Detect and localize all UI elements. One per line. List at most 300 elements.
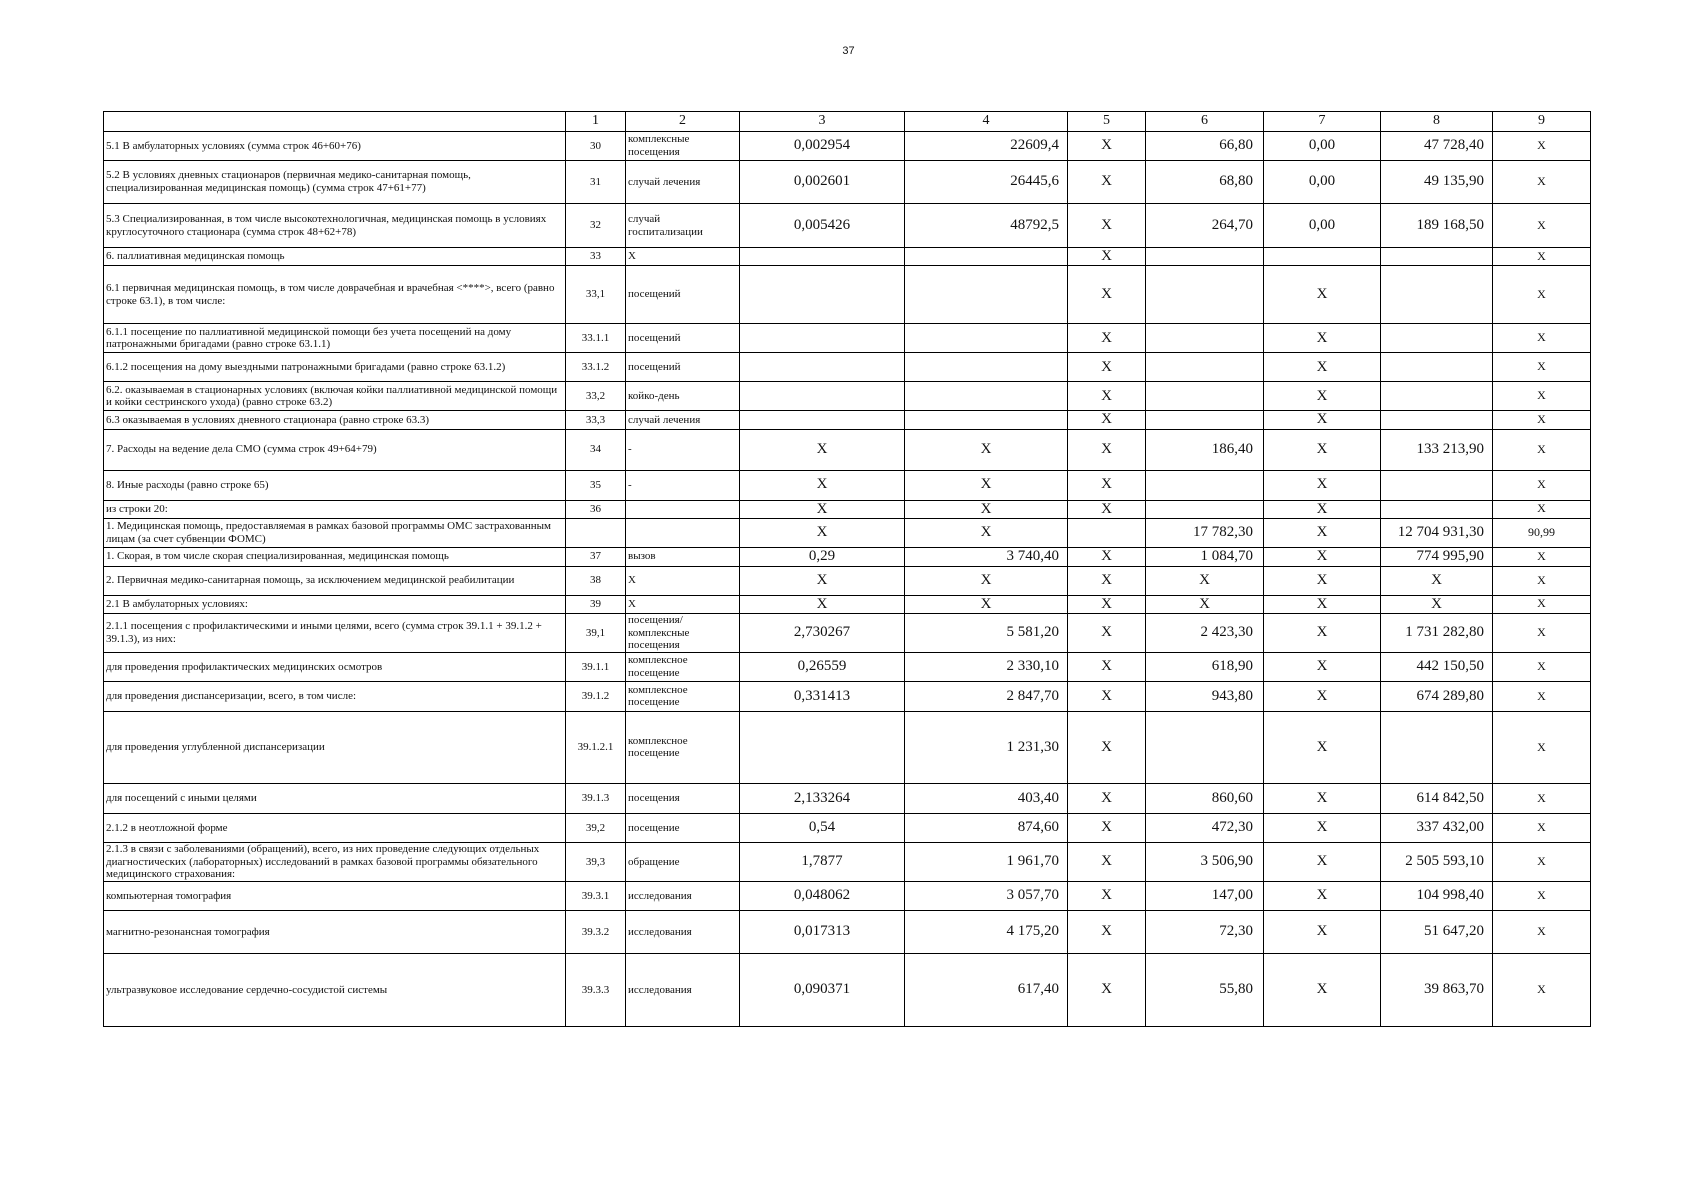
col-9-value: X [1493, 411, 1591, 429]
table-row [104, 910, 1591, 953]
col-4-value [905, 382, 1068, 411]
col-8-value [1381, 266, 1493, 324]
row-code: 33 [566, 248, 626, 266]
col-5-value: X [1068, 813, 1146, 842]
col-6-value: 72,30 [1146, 910, 1264, 953]
page-number: 37 [842, 45, 855, 57]
col-4-value [905, 353, 1068, 382]
col-3-value: 0,331413 [740, 681, 905, 711]
col-6-value: 147,00 [1146, 881, 1264, 910]
col-7-value: X [1264, 429, 1381, 470]
unit: комплексное посещение [626, 681, 740, 711]
row-label: 2.1.1 посещения с профилактическими и иными целями, всего (сумма строк 39.1.1 + 39.1.2 + 39.1.3), из них: [104, 614, 566, 653]
col-5-value: X [1068, 547, 1146, 566]
col-9-value: X [1493, 881, 1591, 910]
unit: случай лечения [626, 411, 740, 429]
col-6-value [1146, 411, 1264, 429]
row-code: 30 [566, 132, 626, 161]
row-code: 33.1.2 [566, 353, 626, 382]
col-5-value: X [1068, 353, 1146, 382]
col-9-value: X [1493, 324, 1591, 353]
row-code: 39.1.2 [566, 681, 626, 711]
header-cell-3: 3 [740, 112, 905, 132]
col-9-value: X [1493, 842, 1591, 881]
unit: посещений [626, 266, 740, 324]
col-5-value: X [1068, 266, 1146, 324]
row-label: 7. Расходы на ведение дела СМО (сумма строк 49+64+79) [104, 429, 566, 470]
col-4-value: 874,60 [905, 813, 1068, 842]
col-5-value: X [1068, 382, 1146, 411]
col-6-value: 860,60 [1146, 783, 1264, 813]
col-4-value: 26445,6 [905, 161, 1068, 204]
data-table [103, 111, 1591, 1027]
col-5-value: X [1068, 470, 1146, 500]
col-3-value: 0,002601 [740, 161, 905, 204]
col-4-value [905, 324, 1068, 353]
col-3-value: 2,133264 [740, 783, 905, 813]
col-7-value: X [1264, 910, 1381, 953]
table-row [104, 652, 1591, 681]
col-7-value: X [1264, 842, 1381, 881]
col-8-value [1381, 382, 1493, 411]
col-9-value: X [1493, 566, 1591, 595]
col-3-value: X [740, 470, 905, 500]
unit: исследования [626, 881, 740, 910]
row-code [566, 518, 626, 547]
col-8-value: 47 728,40 [1381, 132, 1493, 161]
col-6-value: 2 423,30 [1146, 614, 1264, 653]
col-5-value: X [1068, 711, 1146, 783]
row-label: 8. Иные расходы (равно строке 65) [104, 470, 566, 500]
col-9-value: X [1493, 652, 1591, 681]
row-code: 34 [566, 429, 626, 470]
col-9-value: X [1493, 681, 1591, 711]
col-4-value: 3 740,40 [905, 547, 1068, 566]
row-code: 36 [566, 500, 626, 518]
col-7-value: X [1264, 324, 1381, 353]
col-6-value [1146, 382, 1264, 411]
col-6-value [1146, 353, 1264, 382]
col-6-value: 1 084,70 [1146, 547, 1264, 566]
row-label: из строки 20: [104, 500, 566, 518]
row-code: 33.1.1 [566, 324, 626, 353]
col-6-value: 66,80 [1146, 132, 1264, 161]
col-8-value: 337 432,00 [1381, 813, 1493, 842]
col-8-value: X [1381, 595, 1493, 613]
col-8-value [1381, 500, 1493, 518]
col-7-value: 0,00 [1264, 161, 1381, 204]
col-8-value [1381, 470, 1493, 500]
col-8-value: 614 842,50 [1381, 783, 1493, 813]
col-5-value: X [1068, 783, 1146, 813]
row-code: 39.3.3 [566, 953, 626, 1026]
header-cell-9: 9 [1493, 112, 1591, 132]
col-8-value [1381, 411, 1493, 429]
header-cell-4: 4 [905, 112, 1068, 132]
col-5-value: X [1068, 248, 1146, 266]
row-code: 39 [566, 595, 626, 613]
unit: койко-день [626, 382, 740, 411]
table-row [104, 842, 1591, 881]
row-label: 6.1 первичная медицинская помощь, в том числе доврачебная и врачебная <****>, всего (равно строке 63.1), в том числе: [104, 266, 566, 324]
col-4-value [905, 411, 1068, 429]
col-3-value: 0,29 [740, 547, 905, 566]
unit: обращение [626, 842, 740, 881]
col-3-value [740, 353, 905, 382]
col-4-value: 2 330,10 [905, 652, 1068, 681]
unit: комплексное посещение [626, 711, 740, 783]
col-8-value: 133 213,90 [1381, 429, 1493, 470]
col-5-value: X [1068, 842, 1146, 881]
col-7-value: X [1264, 711, 1381, 783]
row-label: 5.1 В амбулаторных условиях (сумма строк 46+60+76) [104, 132, 566, 161]
col-3-value: 0,017313 [740, 910, 905, 953]
row-label: 5.2 В условиях дневных стационаров (первичная медико-санитарная помощь, специализированная медицинская помощь) (сумма строк 47+61+77) [104, 161, 566, 204]
row-code: 38 [566, 566, 626, 595]
col-8-value: X [1381, 566, 1493, 595]
row-code: 39.3.2 [566, 910, 626, 953]
col-8-value: 1 731 282,80 [1381, 614, 1493, 653]
col-4-value [905, 248, 1068, 266]
col-3-value: 0,048062 [740, 881, 905, 910]
col-5-value: X [1068, 881, 1146, 910]
col-9-value: X [1493, 500, 1591, 518]
table-row [104, 204, 1591, 248]
col-5-value: X [1068, 132, 1146, 161]
header-cell-1: 1 [566, 112, 626, 132]
col-6-value [1146, 266, 1264, 324]
row-code: 32 [566, 204, 626, 248]
header-cell-5: 5 [1068, 112, 1146, 132]
row-label: компьютерная томография [104, 881, 566, 910]
col-7-value: X [1264, 470, 1381, 500]
table-row [104, 813, 1591, 842]
col-8-value: 442 150,50 [1381, 652, 1493, 681]
col-3-value [740, 324, 905, 353]
header-cell-2: 2 [626, 112, 740, 132]
col-4-value: 2 847,70 [905, 681, 1068, 711]
col-3-value: X [740, 429, 905, 470]
col-7-value: 0,00 [1264, 132, 1381, 161]
table-row [104, 429, 1591, 470]
col-8-value [1381, 248, 1493, 266]
col-9-value: X [1493, 547, 1591, 566]
table-row [104, 953, 1591, 1026]
row-code: 33,2 [566, 382, 626, 411]
col-3-value: 0,26559 [740, 652, 905, 681]
table-body [104, 132, 1591, 1027]
col-6-value: 264,70 [1146, 204, 1264, 248]
col-5-value: X [1068, 652, 1146, 681]
col-3-value: 2,730267 [740, 614, 905, 653]
col-9-value: X [1493, 161, 1591, 204]
col-6-value: 68,80 [1146, 161, 1264, 204]
col-6-value: 943,80 [1146, 681, 1264, 711]
col-4-value: 1 231,30 [905, 711, 1068, 783]
col-8-value: 39 863,70 [1381, 953, 1493, 1026]
col-7-value: X [1264, 547, 1381, 566]
col-6-value: X [1146, 566, 1264, 595]
table-row [104, 566, 1591, 595]
col-8-value: 49 135,90 [1381, 161, 1493, 204]
table-row [104, 547, 1591, 566]
col-7-value: X [1264, 566, 1381, 595]
col-8-value: 674 289,80 [1381, 681, 1493, 711]
col-6-value [1146, 500, 1264, 518]
row-code: 39.3.1 [566, 881, 626, 910]
unit: посещений [626, 353, 740, 382]
table-row [104, 324, 1591, 353]
col-3-value [740, 382, 905, 411]
col-3-value: 1,7877 [740, 842, 905, 881]
col-3-value [740, 248, 905, 266]
row-label: для проведения углубленной диспансеризации [104, 711, 566, 783]
unit: исследования [626, 910, 740, 953]
col-4-value: 617,40 [905, 953, 1068, 1026]
col-6-value [1146, 470, 1264, 500]
col-4-value: 3 057,70 [905, 881, 1068, 910]
col-4-value [905, 266, 1068, 324]
col-5-value: X [1068, 681, 1146, 711]
table-row [104, 266, 1591, 324]
col-4-value: X [905, 595, 1068, 613]
unit: комплексные посещения [626, 132, 740, 161]
col-8-value [1381, 353, 1493, 382]
col-3-value: X [740, 500, 905, 518]
col-8-value: 2 505 593,10 [1381, 842, 1493, 881]
row-label: 6.2. оказываемая в стационарных условиях (включая койки паллиативной медицинской помощи и койки сестринского ухода) (равно строке 63.2) [104, 382, 566, 411]
col-9-value: X [1493, 953, 1591, 1026]
unit: X [626, 595, 740, 613]
col-6-value [1146, 248, 1264, 266]
row-code: 31 [566, 161, 626, 204]
col-5-value: X [1068, 204, 1146, 248]
unit: посещение [626, 813, 740, 842]
col-9-value: X [1493, 382, 1591, 411]
table-row [104, 161, 1591, 204]
col-7-value [1264, 248, 1381, 266]
header-cell-7: 7 [1264, 112, 1381, 132]
col-4-value: X [905, 429, 1068, 470]
col-3-value: 0,002954 [740, 132, 905, 161]
col-8-value [1381, 324, 1493, 353]
col-3-value [740, 711, 905, 783]
col-6-value: 472,30 [1146, 813, 1264, 842]
col-7-value: X [1264, 382, 1381, 411]
col-9-value: X [1493, 429, 1591, 470]
header-row [104, 112, 1591, 132]
col-3-value: X [740, 518, 905, 547]
col-6-value: 186,40 [1146, 429, 1264, 470]
unit [626, 500, 740, 518]
row-code: 39,1 [566, 614, 626, 653]
col-9-value: X [1493, 783, 1591, 813]
table-row [104, 500, 1591, 518]
col-5-value: X [1068, 324, 1146, 353]
col-9-value: X [1493, 813, 1591, 842]
col-9-value: X [1493, 595, 1591, 613]
row-code: 39,3 [566, 842, 626, 881]
col-9-value: X [1493, 248, 1591, 266]
col-5-value [1068, 518, 1146, 547]
col-7-value: X [1264, 652, 1381, 681]
table-row [104, 595, 1591, 613]
unit: случай лечения [626, 161, 740, 204]
row-label: магнитно-резонансная томография [104, 910, 566, 953]
col-3-value: 0,54 [740, 813, 905, 842]
row-label: 6.3 оказываемая в условиях дневного стационара (равно строке 63.3) [104, 411, 566, 429]
col-5-value: X [1068, 595, 1146, 613]
col-7-value: X [1264, 353, 1381, 382]
col-6-value: 55,80 [1146, 953, 1264, 1026]
unit: случай госпитализации [626, 204, 740, 248]
table-row [104, 382, 1591, 411]
col-9-value: X [1493, 910, 1591, 953]
col-5-value: X [1068, 161, 1146, 204]
col-6-value: 618,90 [1146, 652, 1264, 681]
col-5-value: X [1068, 429, 1146, 470]
header-cell-6: 6 [1146, 112, 1264, 132]
col-4-value: 5 581,20 [905, 614, 1068, 653]
table-row [104, 132, 1591, 161]
col-5-value: X [1068, 411, 1146, 429]
row-code: 33,3 [566, 411, 626, 429]
col-8-value: 51 647,20 [1381, 910, 1493, 953]
col-5-value: X [1068, 566, 1146, 595]
table-row [104, 470, 1591, 500]
col-9-value: X [1493, 614, 1591, 653]
col-3-value: 0,005426 [740, 204, 905, 248]
row-code: 37 [566, 547, 626, 566]
row-label: 1. Скорая, в том числе скорая специализированная, медицинская помощь [104, 547, 566, 566]
col-7-value: X [1264, 266, 1381, 324]
unit: посещения/комплексные посещения [626, 614, 740, 653]
col-8-value: 189 168,50 [1381, 204, 1493, 248]
col-9-value: 90,99 [1493, 518, 1591, 547]
col-9-value: X [1493, 266, 1591, 324]
row-label: для проведения профилактических медицинских осмотров [104, 652, 566, 681]
table-row [104, 711, 1591, 783]
unit: - [626, 470, 740, 500]
col-7-value: X [1264, 411, 1381, 429]
row-label: 2.1 В амбулаторных условиях: [104, 595, 566, 613]
col-3-value: X [740, 595, 905, 613]
col-7-value: X [1264, 500, 1381, 518]
table-row [104, 881, 1591, 910]
row-label: 5.3 Специализированная, в том числе высокотехнологичная, медицинская помощь в условиях круглосуточного стационара (сумма строк 48+62+78) [104, 204, 566, 248]
col-9-value: X [1493, 711, 1591, 783]
col-6-value: X [1146, 595, 1264, 613]
row-label: для посещений с иными целями [104, 783, 566, 813]
col-8-value: 12 704 931,30 [1381, 518, 1493, 547]
col-6-value [1146, 711, 1264, 783]
unit: - [626, 429, 740, 470]
row-code: 39,2 [566, 813, 626, 842]
col-7-value: X [1264, 813, 1381, 842]
col-4-value: X [905, 470, 1068, 500]
row-code: 33,1 [566, 266, 626, 324]
col-6-value [1146, 324, 1264, 353]
col-9-value: X [1493, 132, 1591, 161]
col-4-value: 48792,5 [905, 204, 1068, 248]
col-4-value: 403,40 [905, 783, 1068, 813]
row-label: 2.1.3 в связи с заболеваниями (обращений), всего, из них проведение следующих отдельных диагностических (лабораторных) исследований в рамках базовой программы обязательного медицинского страхования: [104, 842, 566, 881]
row-code: 39.1.1 [566, 652, 626, 681]
col-4-value: 22609,4 [905, 132, 1068, 161]
table-row [104, 783, 1591, 813]
col-8-value [1381, 711, 1493, 783]
col-9-value: X [1493, 204, 1591, 248]
col-7-value: X [1264, 681, 1381, 711]
row-label: 2. Первичная медико-санитарная помощь, за исключением медицинской реабилитации [104, 566, 566, 595]
col-4-value: X [905, 500, 1068, 518]
col-7-value: X [1264, 614, 1381, 653]
row-label: ультразвуковое исследование сердечно-сосудистой системы [104, 953, 566, 1026]
row-label: для проведения диспансеризации, всего, в том числе: [104, 681, 566, 711]
row-code: 35 [566, 470, 626, 500]
header-cell-0 [104, 112, 566, 132]
row-label: 6. паллиативная медицинская помощь [104, 248, 566, 266]
col-3-value [740, 411, 905, 429]
table-row [104, 614, 1591, 653]
col-3-value: X [740, 566, 905, 595]
header-cell-8: 8 [1381, 112, 1493, 132]
col-9-value: X [1493, 353, 1591, 382]
unit: комплексное посещение [626, 652, 740, 681]
col-4-value: 1 961,70 [905, 842, 1068, 881]
unit: X [626, 248, 740, 266]
col-4-value: X [905, 518, 1068, 547]
table-row [104, 353, 1591, 382]
col-8-value: 774 995,90 [1381, 547, 1493, 566]
row-label: 1. Медицинская помощь, предоставляемая в рамках базовой программы ОМС застрахованным лицам (за счет субвенции ФОМС) [104, 518, 566, 547]
row-label: 2.1.2 в неотложной форме [104, 813, 566, 842]
unit [626, 518, 740, 547]
row-label: 6.1.2 посещения на дому выездными патронажными бригадами (равно строке 63.1.2) [104, 353, 566, 382]
col-5-value: X [1068, 500, 1146, 518]
col-7-value: X [1264, 595, 1381, 613]
table-row [104, 248, 1591, 266]
col-7-value: 0,00 [1264, 204, 1381, 248]
col-7-value: X [1264, 783, 1381, 813]
col-9-value: X [1493, 470, 1591, 500]
col-5-value: X [1068, 953, 1146, 1026]
row-label: 6.1.1 посещение по паллиативной медицинской помощи без учета посещений на дому патронажными бригадами (равно строке 63.1.1) [104, 324, 566, 353]
table-row [104, 518, 1591, 547]
col-5-value: X [1068, 910, 1146, 953]
col-3-value: 0,090371 [740, 953, 905, 1026]
col-7-value: X [1264, 518, 1381, 547]
col-6-value: 17 782,30 [1146, 518, 1264, 547]
col-5-value: X [1068, 614, 1146, 653]
col-3-value [740, 266, 905, 324]
col-8-value: 104 998,40 [1381, 881, 1493, 910]
unit: посещения [626, 783, 740, 813]
unit: X [626, 566, 740, 595]
table-row [104, 681, 1591, 711]
unit: исследования [626, 953, 740, 1026]
col-4-value: X [905, 566, 1068, 595]
col-7-value: X [1264, 881, 1381, 910]
col-6-value: 3 506,90 [1146, 842, 1264, 881]
unit: посещений [626, 324, 740, 353]
row-code: 39.1.3 [566, 783, 626, 813]
unit: вызов [626, 547, 740, 566]
col-7-value: X [1264, 953, 1381, 1026]
row-code: 39.1.2.1 [566, 711, 626, 783]
table-row [104, 411, 1591, 429]
col-4-value: 4 175,20 [905, 910, 1068, 953]
